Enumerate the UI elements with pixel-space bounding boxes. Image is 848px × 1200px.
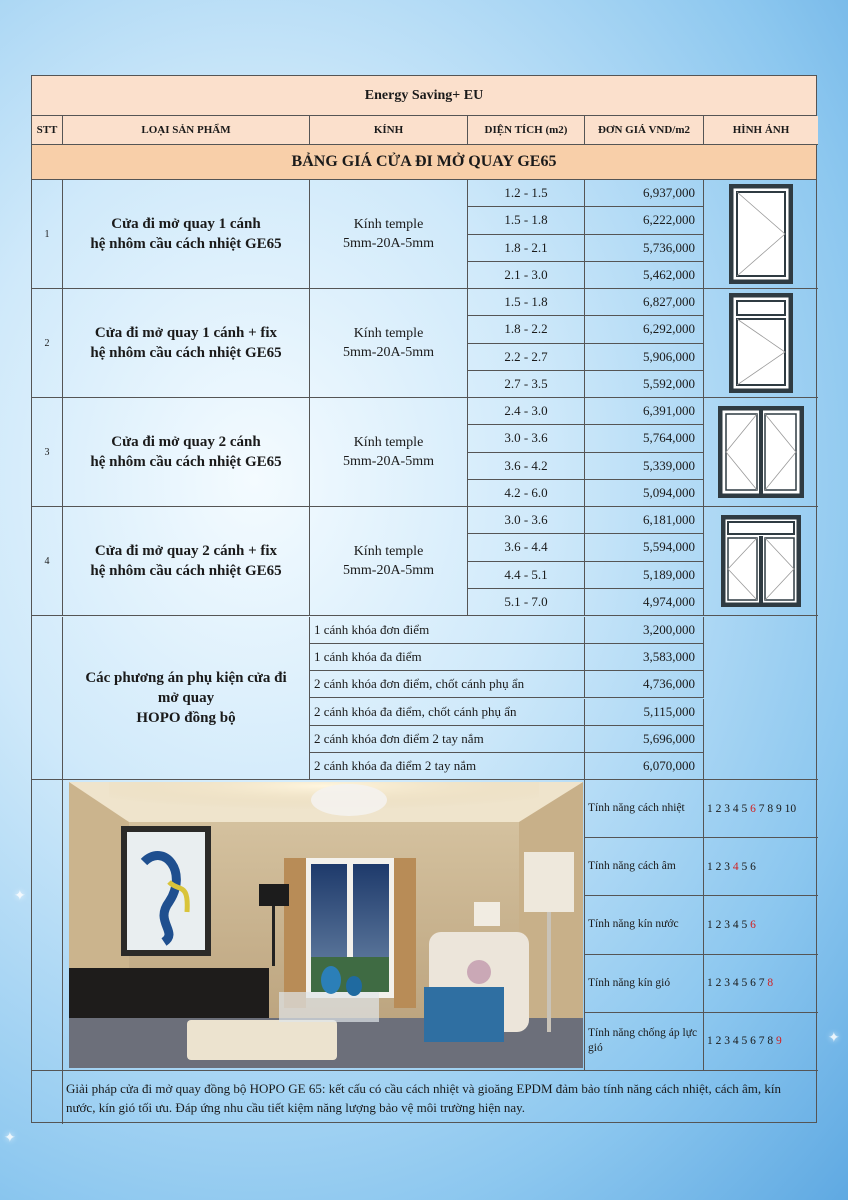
accessory-price: 5,115,000: [585, 699, 704, 726]
unit-price: 6,937,000: [585, 180, 704, 207]
accessory-price: 4,736,000: [585, 671, 704, 698]
product-name: [63, 398, 310, 507]
feature-scale: [704, 896, 818, 954]
accessories-title: [63, 617, 310, 780]
feature-scale: [704, 955, 818, 1013]
glass-line1: Kính temple: [353, 435, 424, 450]
area-range: 2.4 - 3.0: [468, 398, 585, 425]
feature-name: Tính năng kín nước: [585, 896, 704, 954]
product-name: [63, 289, 310, 398]
price-table: [31, 75, 817, 1123]
col-product-header: LOẠI SẢN PHẨM: [63, 116, 310, 145]
scale-before: 1 2 3 4 5 6 7: [707, 977, 768, 990]
accessories-title-line1: Các phương án phụ kiện cửa đi: [85, 670, 287, 686]
product-glass: [310, 289, 468, 398]
area-range: 2.1 - 3.0: [468, 262, 585, 289]
feature-scale: [704, 838, 818, 896]
area-range: 1.5 - 1.8: [468, 289, 585, 316]
glass-line1: Kính temple: [353, 217, 424, 232]
glass-line2: 5mm-20A-5mm: [343, 454, 434, 469]
scale-level: 6: [750, 802, 756, 815]
scale-level: 8: [767, 977, 774, 990]
col-stt-header: STT: [32, 116, 63, 145]
area-range: 1.8 - 2.1: [468, 235, 585, 262]
accessories-group: [32, 617, 816, 780]
feature-scale: [704, 780, 818, 838]
unit-price: 5,736,000: [585, 235, 704, 262]
glass-line1: Kính temple: [353, 326, 424, 341]
column-header-row: [32, 116, 816, 145]
unit-price: 6,222,000: [585, 207, 704, 234]
col-glass-header: KÍNH: [310, 116, 468, 145]
scale-before: 1 2 3 4 5 6 7 8: [707, 1035, 776, 1048]
accessory-name: 2 cánh khóa đơn điểm, chốt cánh phụ ẩn: [310, 671, 585, 698]
scale-level: 6: [750, 918, 756, 931]
product-group: [32, 180, 816, 289]
product-name-line2: hệ nhôm cầu cách nhiệt GE65: [90, 236, 282, 252]
scale-before: 1 2 3 4 5: [707, 802, 751, 815]
scale-level: 9: [776, 1035, 782, 1048]
section-title: BẢNG GIÁ CỬA ĐI MỞ QUAY GE65: [32, 145, 816, 180]
glass-line2: 5mm-20A-5mm: [343, 345, 434, 360]
accessories-image-cell: [704, 617, 818, 780]
unit-price: 6,391,000: [585, 398, 704, 425]
note-stt: [32, 1071, 63, 1124]
accessory-price: 3,200,000: [585, 617, 704, 644]
unit-price: 5,906,000: [585, 344, 704, 371]
living-room-illustration: [69, 782, 583, 1068]
area-range: 2.2 - 2.7: [468, 344, 585, 371]
unit-price: 5,594,000: [585, 534, 704, 561]
accessory-price: 3,583,000: [585, 644, 704, 671]
single-swing-door-icon: [729, 184, 793, 284]
features-stt: [32, 780, 63, 1071]
unit-price: 4,974,000: [585, 589, 704, 616]
product-group: [32, 289, 816, 398]
product-glass: [310, 398, 468, 507]
product-name-line2: hệ nhôm cầu cách nhiệt GE65: [90, 454, 282, 470]
accessory-price: 5,696,000: [585, 726, 704, 753]
unit-price: 5,094,000: [585, 480, 704, 507]
unit-price: 5,339,000: [585, 453, 704, 480]
scale-before: 1 2 3: [707, 860, 733, 873]
area-range: 4.2 - 6.0: [468, 480, 585, 507]
area-range: 2.7 - 3.5: [468, 371, 585, 398]
area-range: 1.2 - 1.5: [468, 180, 585, 207]
living-room-photo: [69, 782, 583, 1068]
product-stt: 4: [32, 507, 63, 616]
area-range: 5.1 - 7.0: [468, 589, 585, 616]
product-stt: 1: [32, 180, 63, 289]
scale-before: 1 2 3 4 5: [707, 918, 751, 931]
note-text: Giải pháp cửa đi mở quay đồng bộ HOPO GE 65: kết cấu có cầu cách nhiệt và gioăng EPDM đảm bảo tính năng cách nhiệt, cách âm, kín nước, kín gió tối ưu. Đáp ứng nhu cầu tiết kiệm năng lượng bảo vệ môi trường hiện nay.: [66, 1080, 781, 1115]
area-range: 3.0 - 3.6: [468, 507, 585, 534]
product-name-line1: Cửa đi mở quay 1 cánh + fix: [94, 325, 278, 341]
note-row: [32, 1071, 816, 1124]
accessories-title-line3: HOPO đồng bộ: [136, 710, 236, 726]
unit-price: 5,592,000: [585, 371, 704, 398]
accessory-name: 1 cánh khóa đơn điểm: [310, 617, 585, 644]
glass-line1: Kính temple: [353, 544, 424, 559]
double-swing-door-fixed-transom-icon: [721, 515, 801, 607]
unit-price: 6,827,000: [585, 289, 704, 316]
product-name-line1: Cửa đi mở quay 2 cánh: [111, 434, 261, 450]
accessory-name: 1 cánh khóa đa điểm: [310, 644, 585, 671]
interior-photo-cell: [63, 780, 585, 1071]
product-name-line2: hệ nhôm cầu cách nhiệt GE65: [90, 563, 282, 579]
accessory-name: 2 cánh khóa đa điểm, chốt cánh phụ ẩn: [310, 699, 585, 726]
feature-name: Tính năng cách âm: [585, 838, 704, 896]
scale-after: 5 6: [738, 860, 756, 873]
product-name: [63, 507, 310, 616]
product-group: [32, 398, 816, 507]
product-glass: [310, 180, 468, 289]
accessories-stt: [32, 617, 63, 780]
area-range: 4.4 - 5.1: [468, 562, 585, 589]
area-range: 1.5 - 1.8: [468, 207, 585, 234]
product-glass: [310, 507, 468, 616]
product-name: [63, 180, 310, 289]
product-name-line1: Cửa đi mở quay 2 cánh + fix: [94, 543, 278, 559]
scale-level: 4: [732, 860, 739, 873]
product-image-cell: [704, 180, 818, 289]
scale-after: 7 8 9 10: [755, 802, 797, 815]
double-swing-door-icon: [718, 406, 804, 498]
features-group: [32, 780, 816, 1071]
accessory-name: 2 cánh khóa đa điểm 2 tay nắm: [310, 753, 585, 780]
feature-scale: [704, 1013, 818, 1071]
single-swing-door-fixed-transom-icon: [729, 293, 793, 393]
sparkle-icon: ✦: [828, 1031, 840, 1046]
product-group: [32, 507, 816, 616]
glass-line2: 5mm-20A-5mm: [343, 563, 434, 578]
table-title: Energy Saving+ EU: [32, 76, 816, 116]
feature-name: Tính năng kín gió: [585, 955, 704, 1013]
product-image-cell: [704, 507, 818, 616]
col-area-header: DIỆN TÍCH (m2): [468, 116, 585, 145]
unit-price: 5,189,000: [585, 562, 704, 589]
accessories-title-line2: mở quay: [157, 690, 215, 706]
feature-name: Tính năng chống áp lực gió: [585, 1013, 704, 1071]
col-image-header: HÌNH ẢNH: [704, 116, 818, 145]
product-name-line2: hệ nhôm cầu cách nhiệt GE65: [90, 345, 282, 361]
col-price-header: ĐƠN GIÁ VND/m2: [585, 116, 704, 145]
area-range: 3.0 - 3.6: [468, 425, 585, 452]
unit-price: 5,764,000: [585, 425, 704, 452]
glass-line2: 5mm-20A-5mm: [343, 236, 434, 251]
area-range: 1.8 - 2.2: [468, 316, 585, 343]
accessory-price: 6,070,000: [585, 753, 704, 780]
product-stt: 2: [32, 289, 63, 398]
area-range: 3.6 - 4.2: [468, 453, 585, 480]
unit-price: 5,462,000: [585, 262, 704, 289]
product-image-cell: [704, 398, 818, 507]
product-stt: 3: [32, 398, 63, 507]
sparkle-icon: ✦: [14, 889, 26, 904]
unit-price: 6,292,000: [585, 316, 704, 343]
feature-name: Tính năng cách nhiệt: [585, 780, 704, 838]
area-range: 3.6 - 4.4: [468, 534, 585, 561]
unit-price: 6,181,000: [585, 507, 704, 534]
sparkle-icon: ✦: [4, 1131, 16, 1146]
product-image-cell: [704, 289, 818, 398]
product-name-line1: Cửa đi mở quay 1 cánh: [111, 216, 261, 232]
accessory-name: 2 cánh khóa đơn điểm 2 tay nắm: [310, 726, 585, 753]
